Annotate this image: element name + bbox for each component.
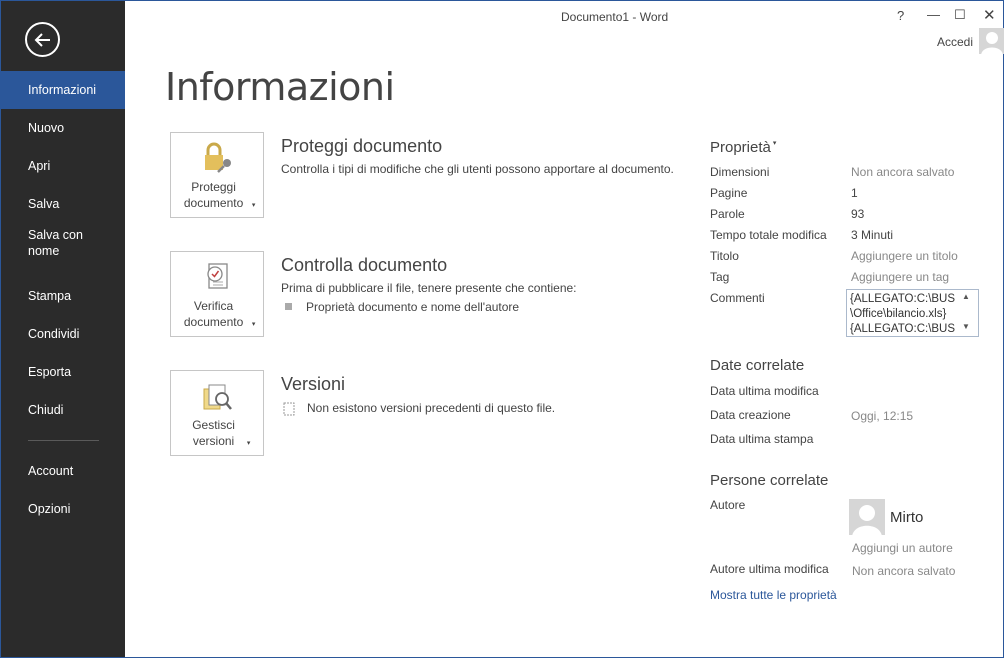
- scroll-up-icon[interactable]: ▲: [962, 292, 970, 301]
- inspect-document-description: Prima di pubblicare il file, tenere presente che contiene:: [281, 281, 577, 295]
- inspect-document-heading: Controlla documento: [281, 255, 448, 275]
- prop-label-ultima-stampa: Data ultima stampa: [710, 432, 814, 446]
- tag-field[interactable]: Aggiungere un tag: [851, 270, 950, 284]
- versions-description: Non esistono versioni precedenti di questo file.: [307, 401, 556, 415]
- inspect-document-label: [171, 298, 263, 333]
- nav-informazioni[interactable]: Informazioni: [1, 71, 125, 109]
- close-button[interactable]: ✕: [983, 7, 996, 24]
- protect-document-text: Proteggi documento: [183, 180, 244, 210]
- author-name[interactable]: Mirto: [890, 509, 924, 526]
- prop-value-creazione: Oggi, 12:15: [851, 409, 914, 423]
- prop-label-pagine: Pagine: [710, 186, 748, 200]
- comments-text: {ALLEGATO:C:\BUS \Office\bilancio.xls} {ALLEGATO:C:\BUS: [850, 293, 956, 335]
- dropdown-caret-icon: ▾: [770, 140, 777, 147]
- prop-label-titolo: Titolo: [710, 249, 739, 263]
- help-button[interactable]: ?: [897, 8, 905, 23]
- dropdown-caret-icon: ▾: [251, 202, 256, 209]
- nav-chiudi[interactable]: Chiudi: [28, 403, 64, 417]
- properties-heading-text: Proprietà: [710, 139, 771, 156]
- back-arrow-icon: [33, 30, 53, 50]
- bullet-icon: [285, 303, 292, 310]
- sign-in-link[interactable]: Accedi: [937, 35, 974, 49]
- document-icon: [282, 402, 296, 416]
- versions-heading: Versioni: [281, 374, 346, 394]
- page-title: Informazioni: [165, 65, 395, 109]
- prop-label-parole: Parole: [710, 207, 745, 221]
- nav-divider: [28, 440, 99, 441]
- protect-document-heading: Proteggi documento: [281, 136, 443, 156]
- properties-heading[interactable]: [710, 139, 776, 156]
- manage-versions-text: Gestisci versioni: [192, 418, 235, 448]
- prop-value-parole: 93: [851, 207, 865, 221]
- prop-label-autore: Autore: [710, 498, 746, 512]
- backstage-sidebar: [1, 1, 125, 657]
- nav-salva[interactable]: Salva: [28, 197, 60, 211]
- prop-label-dimensioni: Dimensioni: [710, 165, 770, 179]
- show-all-properties-link[interactable]: Mostra tutte le proprietà: [710, 588, 837, 602]
- author-avatar-icon: [849, 499, 885, 535]
- nav-salva-con-nome-label: Salva con nome: [28, 228, 83, 258]
- inspect-document-text: Verifica documento: [183, 299, 244, 329]
- protect-document-button[interactable]: [170, 132, 264, 218]
- nav-opzioni[interactable]: Opzioni: [28, 502, 71, 516]
- prop-label-tag: Tag: [710, 270, 730, 284]
- nav-apri[interactable]: Apri: [28, 159, 51, 173]
- title-field[interactable]: Aggiungere un titolo: [851, 249, 958, 263]
- related-people-heading: Persone correlate: [710, 472, 829, 489]
- prop-label-commenti: Commenti: [710, 291, 765, 305]
- protect-document-description: Controlla i tipi di modifiche che gli utenti possono apportare al documento.: [281, 162, 674, 176]
- prop-value-tempo: 3 Minuti: [851, 228, 894, 242]
- manage-versions-label: [171, 417, 263, 452]
- nav-condividi[interactable]: Condividi: [28, 327, 80, 341]
- scroll-down-icon[interactable]: ▼: [962, 322, 970, 331]
- nav-account[interactable]: Account: [28, 464, 74, 478]
- user-avatar-icon[interactable]: [979, 28, 1004, 54]
- prop-label-tempo: Tempo totale modifica: [710, 228, 827, 242]
- inspect-document-icon: [200, 260, 236, 296]
- prop-label-last-modified-by: Autore ultima modifica: [710, 562, 829, 576]
- nav-esporta[interactable]: Esporta: [28, 365, 72, 379]
- prop-value-last-modified-by: Non ancora salvato: [852, 564, 956, 578]
- nav-nuovo[interactable]: Nuovo: [28, 121, 65, 135]
- prop-label-creazione: Data creazione: [710, 408, 791, 422]
- back-button[interactable]: [25, 22, 60, 57]
- comments-field[interactable]: [846, 289, 979, 337]
- manage-versions-button[interactable]: [170, 370, 264, 456]
- backstage-nav: [1, 71, 125, 528]
- nav-stampa[interactable]: Stampa: [28, 289, 72, 303]
- prop-label-ultima-modifica: Data ultima modifica: [710, 384, 819, 398]
- minimize-button[interactable]: —: [927, 7, 940, 22]
- related-dates-heading: Date correlate: [710, 357, 805, 374]
- maximize-button[interactable]: ☐: [954, 7, 966, 22]
- prop-value-pagine: 1: [851, 186, 858, 200]
- window-title: Documento1 - Word: [561, 10, 669, 24]
- protect-document-label: [171, 179, 263, 214]
- inspect-document-bullet-text: Proprietà documento e nome dell'autore: [306, 300, 520, 314]
- inspect-document-button[interactable]: [170, 251, 264, 337]
- lock-key-icon: [200, 141, 236, 177]
- dropdown-caret-icon: ▾: [251, 321, 256, 328]
- add-author-link[interactable]: Aggiungi un autore: [852, 541, 953, 555]
- manage-versions-icon: [200, 379, 236, 415]
- nav-salva-con-nome[interactable]: [1, 223, 125, 277]
- dropdown-caret-icon: ▾: [246, 440, 251, 447]
- prop-value-dimensioni: Non ancora salvato: [851, 165, 955, 179]
